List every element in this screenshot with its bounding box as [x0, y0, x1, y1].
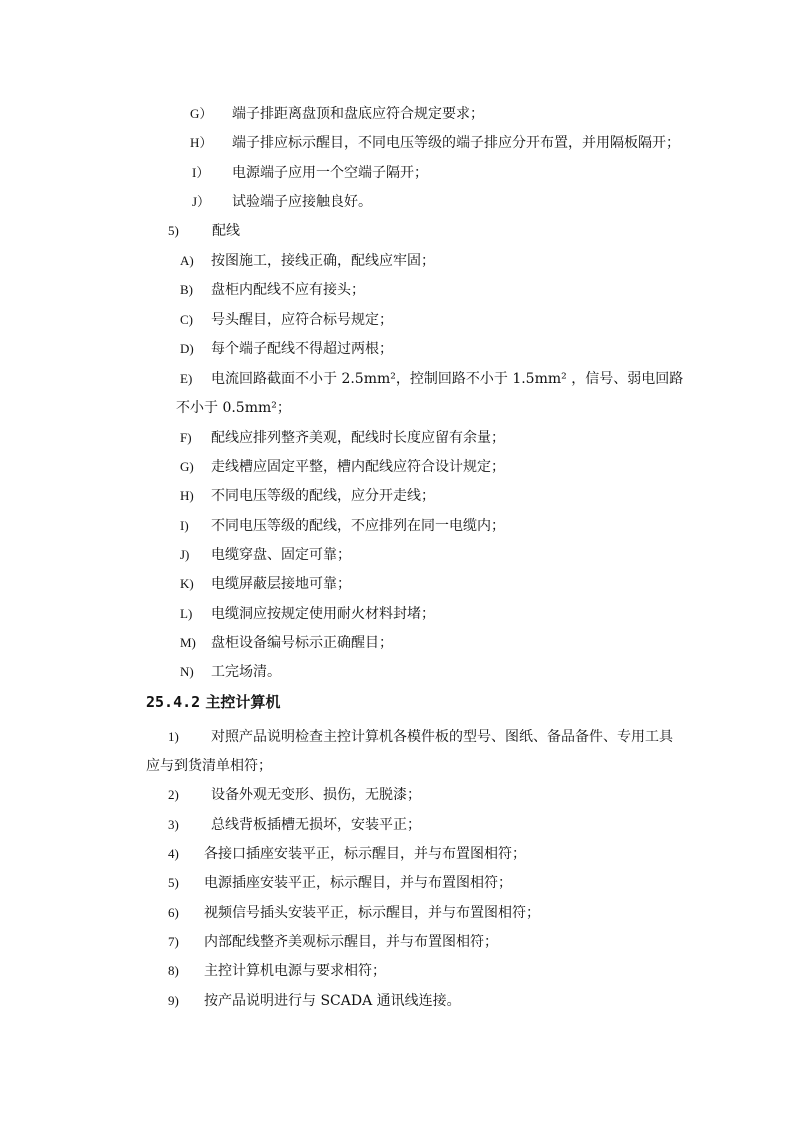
section-number: 25.4.2	[146, 693, 201, 711]
item-marker: 8)	[168, 963, 179, 978]
item-text: 号头醒目，应符合标号规定；	[211, 312, 393, 328]
item-text: 配线	[212, 223, 240, 239]
item-marker: D)	[180, 341, 194, 356]
item-text: 电缆穿盘、固定可靠；	[211, 547, 351, 563]
item-marker: 9)	[168, 993, 179, 1008]
item-text: 不同电压等级的配线，不应排列在同一电缆内；	[211, 518, 505, 534]
item-text: 各接口插座安装平正，标示醒目，并与布置图相符；	[204, 846, 526, 862]
item-text: 设备外观无变形、损伤，无脱漆；	[211, 787, 421, 803]
item-text: 电源插座安装平正，标示醒目，并与布置图相符；	[204, 875, 512, 891]
item-text: 电流回路截面不小于 2.5mm²，控制回路不小于 1.5mm² ，信号、弱电回路	[211, 371, 684, 387]
item-marker: H)	[180, 488, 194, 503]
item-marker: H）	[190, 135, 213, 150]
item-marker: 3)	[168, 817, 179, 832]
item-text: 电缆屏蔽层接地可靠；	[211, 576, 351, 592]
item-text: 试验端子应接触良好。	[232, 194, 372, 210]
item-text: 盘柜内配线不应有接头；	[211, 282, 365, 298]
item-marker: M)	[180, 635, 196, 650]
item-text: 电缆洞应按规定使用耐火材料封堵；	[211, 606, 435, 622]
item-marker: C)	[180, 312, 193, 327]
item-text: 不同电压等级的配线，应分开走线；	[211, 488, 435, 504]
item-marker: B)	[180, 282, 193, 297]
item-marker: J）	[192, 194, 211, 209]
item-marker: L)	[180, 606, 193, 621]
item-text: 内部配线整齐美观标示醒目，并与布置图相符；	[204, 934, 498, 950]
item-text: 主控计算机电源与要求相符；	[204, 963, 386, 979]
item-text: 按图施工，接线正确，配线应牢固；	[211, 253, 435, 269]
item-marker: K)	[180, 576, 194, 591]
item-text: 按产品说明进行与 SCADA 通讯线连接。	[204, 993, 461, 1009]
item-text: 端子排距离盘顶和盘底应符合规定要求；	[232, 106, 484, 122]
item-text: 走线槽应固定平整，槽内配线应符合设计规定；	[211, 459, 505, 475]
item-marker: I)	[180, 518, 189, 533]
item-marker: G）	[190, 106, 213, 121]
item-marker: N)	[180, 664, 194, 679]
item-text: 总线背板插槽无损坏，安装平正；	[211, 817, 421, 833]
item-marker: E)	[180, 371, 193, 386]
item-marker: 4)	[168, 846, 179, 861]
item-text: 配线应排列整齐美观，配线时长度应留有余量；	[211, 430, 505, 446]
item-text: 应与到货清单相符；	[146, 758, 272, 774]
item-text: 每个端子配线不得超过两根；	[211, 341, 393, 357]
item-marker: I）	[192, 165, 210, 180]
item-marker: 6)	[168, 905, 179, 920]
item-text: 视频信号插头安装平正，标示醒目，并与布置图相符；	[204, 905, 540, 921]
item-marker: 7)	[168, 934, 179, 949]
item-marker: A)	[180, 253, 194, 268]
item-text: 电源端子应用一个空端子隔开；	[232, 165, 428, 181]
item-marker: 5)	[168, 875, 179, 890]
section-title: 主控计算机	[205, 693, 281, 711]
item-text: 端子排应标示醒目，不同电压等级的端子排应分开布置，并用隔板隔开；	[232, 135, 680, 151]
item-marker: 5)	[168, 223, 179, 238]
item-text: 对照产品说明检查主控计算机各模件板的型号、图纸、备品备件、专用工具	[211, 729, 673, 745]
item-text: 盘柜设备编号标示正确醒目；	[211, 635, 393, 651]
item-marker: J)	[180, 547, 190, 562]
item-marker: 2)	[168, 787, 179, 802]
section-heading	[146, 692, 280, 712]
item-marker: G)	[180, 459, 194, 474]
item-marker: 1)	[168, 729, 179, 744]
item-marker: F)	[180, 430, 192, 445]
item-text: 不小于 0.5mm²；	[176, 400, 291, 416]
item-text: 工完场清。	[211, 664, 281, 680]
